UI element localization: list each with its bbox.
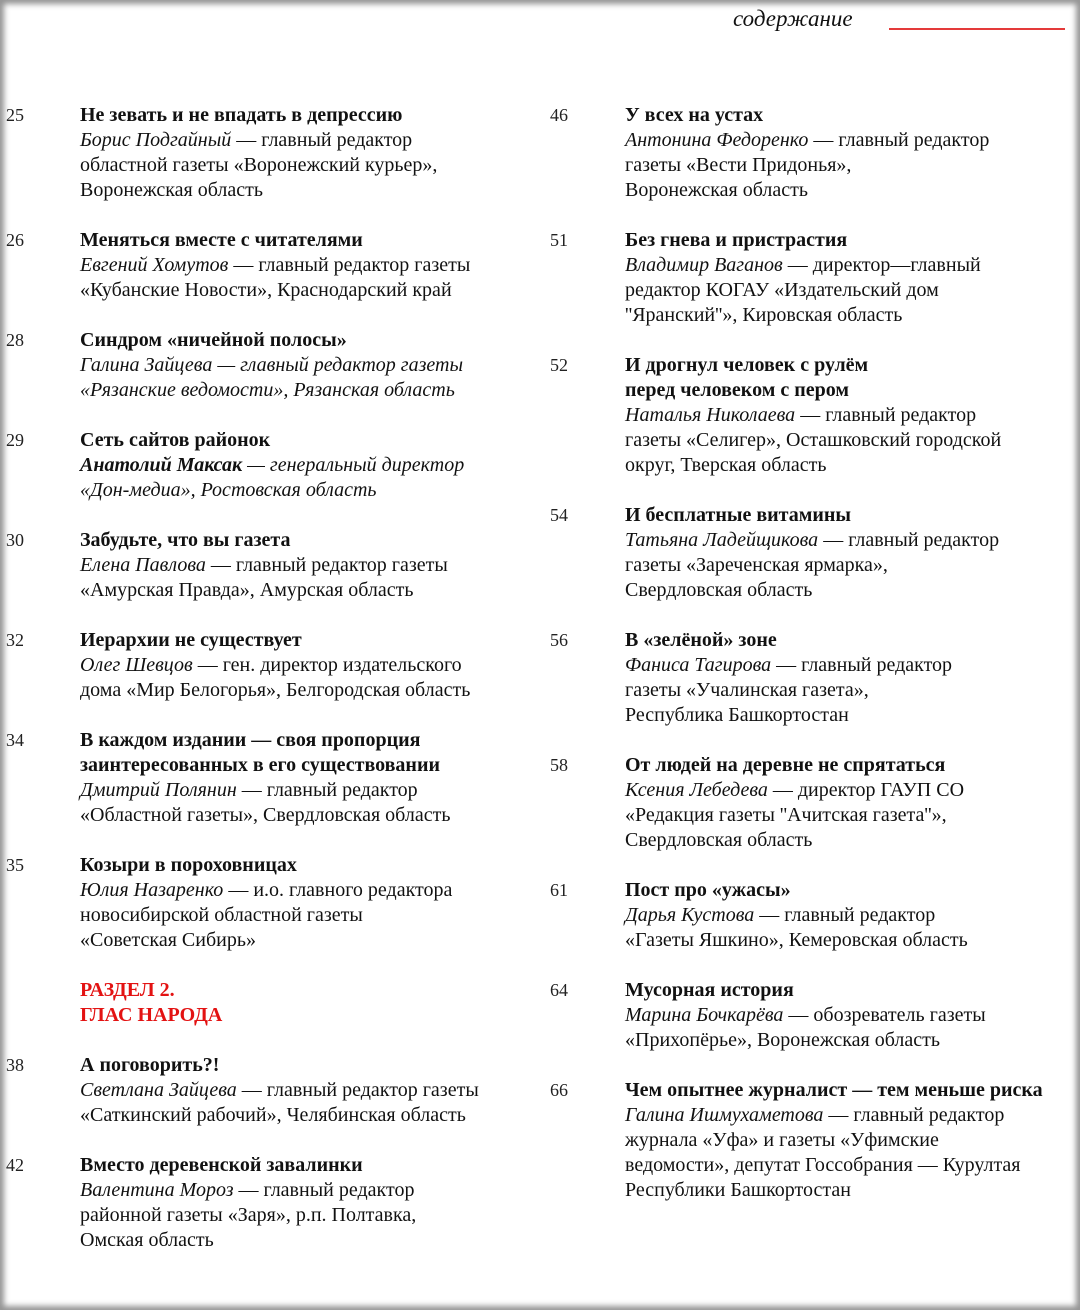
entry-title: заинтересованных в его существовании [80,754,440,776]
author-role: — обозреватель газеты [783,1004,986,1026]
author-name: Татьяна Ладейщикова [625,529,819,551]
page-number: 54 [550,505,568,525]
page-number: 35 [6,855,24,875]
author-line [625,778,964,803]
entry-title: Мусорная история [625,979,794,1001]
entry-description: «Советская Сибирь» [80,929,256,951]
page-number: 51 [550,230,568,250]
entry-description: ведомости», депутат Госсобрания — Курултая [625,1154,1021,1176]
author-role: — главный редактор [818,529,1000,551]
page-number: 58 [550,755,568,775]
page-number: 32 [6,630,24,650]
entry-title: Не зевать и не впадать в депрессию [80,104,403,126]
entry-title: Пост про «ужасы» [625,879,791,901]
page-number: 66 [550,1080,568,1100]
entry-title: В каждом издании — своя пропорция [80,729,421,751]
entry-body [625,353,1001,478]
entry-description: «Кубанские Новости», Краснодарский край [80,279,452,301]
author-line [625,1103,1043,1128]
entry-title: Козыри в пороховницах [80,854,297,876]
page-number: 29 [6,430,24,450]
page-number: 42 [6,1155,24,1175]
entry-description: газеты «Зареченская ярмарка», [625,554,888,576]
entry-description: газеты «Вести Придонья», [625,154,852,176]
author-role: — главный редактор [808,129,990,151]
entry-title: Чем опытнее журналист — тем меньше риска [625,1079,1043,1101]
author-line [80,253,470,278]
entry-description: Свердловская область [625,829,813,851]
entry-body [625,1078,1043,1203]
entry-body [80,1053,479,1128]
author-name: Марина Бочкарёва [625,1004,784,1026]
entry-description: «Рязанские ведомости», Рязанская область [80,379,455,401]
entry-description: областной газеты «Воронежский курьер», [80,154,438,176]
entry-description: «Амурская Правда», Амурская область [80,579,414,601]
entry-title: У всех на устах [625,104,764,126]
header-rule [889,28,1065,30]
entry-title: Вместо деревенской завалинки [80,1154,363,1176]
entry-description: Республики Башкортостан [625,1179,851,1201]
entry-body [625,503,999,603]
entry-title: Без гнева и пристрастия [625,229,848,251]
page-number: 56 [550,630,568,650]
page-number: 46 [550,105,568,125]
author-line [625,903,968,928]
entry-title: перед человеком с пером [625,379,849,401]
author-role: — главный редактор [823,1104,1005,1126]
entry-description: Воронежская область [80,179,264,201]
entry-body [625,978,986,1053]
page-number: 61 [550,880,568,900]
author-role: — директор ГАУП СО [767,779,965,801]
entry-title: И бесплатные витамины [625,504,852,526]
author-name: Олег Шевцов [80,654,193,676]
page-number: 30 [6,530,24,550]
entry-description: «Дон-медиа», Ростовская область [80,479,377,501]
author-line [80,878,452,903]
author-name: Дмитрий Полянин [80,779,237,801]
author-name: Юлия Назаренко [80,879,224,901]
entry-description: газеты «Учалинская газета», [625,679,869,701]
page-number: 52 [550,355,568,375]
entry-description: «Прихопёрье», Воронежская область [625,1029,940,1051]
entry-description: журнала «Уфа» и газеты «Уфимские [625,1129,939,1151]
entry-body [625,628,952,728]
entry-description: Свердловская область [625,579,813,601]
author-name: Анатолий Максак [80,454,243,476]
author-role: — генеральный директор [242,454,465,476]
page-number: 28 [6,330,24,350]
author-line [625,128,989,153]
page-number: 25 [6,105,24,125]
author-role: — главный редактор [231,129,413,151]
author-name: Ксения Лебедева [625,779,768,801]
author-role: — главный редактор [754,904,936,926]
author-role: — директор—главный [782,254,981,276]
author-name: Галина Ишмухаметова [625,1104,824,1126]
entry-description: «Газеты Яшкино», Кемеровская область [625,929,968,951]
author-name: Евгений Хомутов [80,254,229,276]
entry-body [625,103,989,203]
author-name: Наталья Николаева [625,404,796,426]
entry-body [625,878,968,953]
author-role: — главный редактор [795,404,977,426]
page-number: 34 [6,730,24,750]
author-line [625,403,1001,428]
section-title-line1: РАЗДЕЛ 2. [80,979,175,1001]
entry-description: «Областной газеты», Свердловская область [80,804,451,826]
author-role: — главный редактор газеты [236,1079,479,1101]
author-name: Антонина Федоренко [625,129,809,151]
page-number: 64 [550,980,568,1000]
section-title-line2: ГЛАС НАРОДА [80,1004,223,1026]
entry-description: ''Яранский''», Кировская область [625,304,903,326]
page-number: 38 [6,1055,24,1075]
author-name: Дарья Кустова [625,904,755,926]
entry-description: Республика Башкортостан [625,704,849,726]
author-line [625,653,952,678]
entry-title: Забудьте, что вы газета [80,529,291,551]
entry-description: новосибирской областной газеты [80,904,363,926]
author-role: — главный редактор [771,654,953,676]
entry-body [80,1153,416,1253]
page-number: 26 [6,230,24,250]
author-role: — главный редактор [236,779,418,801]
entry-title: От людей на деревне не спрятаться [625,754,946,776]
author-name: Фаниса Тагирова [625,654,772,676]
author-name: Борис Подгайный [80,129,232,151]
author-line [80,1078,479,1103]
entry-body [80,853,452,953]
author-line [80,553,448,578]
author-line [80,353,463,378]
entry-body [80,103,437,203]
entry-description: Воронежская область [625,179,809,201]
author-role: — главный редактор [233,1179,415,1201]
author-line [80,128,437,153]
author-line [625,1003,986,1028]
author-line [80,653,470,678]
entry-description: дома «Мир Белогорья», Белгородская область [80,679,471,701]
author-role: — и.о. главного редактора [223,879,453,901]
entry-body [80,328,463,403]
entry-title: Меняться вместе с читателями [80,229,363,251]
entry-title: И дрогнул человек с рулём [625,354,869,376]
entry-body [80,628,470,703]
author-name: Елена Павлова [80,554,206,576]
entry-description: Омская область [80,1229,214,1251]
author-name: Валентина Мороз [80,1179,234,1201]
entry-description: редактор КОГАУ «Издательский дом [625,279,939,301]
author-line [625,528,999,553]
entry-body [80,228,470,303]
entry-body [625,228,981,328]
author-line [80,453,464,478]
entry-title: Сеть сайтов районок [80,429,271,451]
author-name: Галина Зайцева [80,354,213,376]
entry-description: «Редакция газеты ''Ачитская газета''», [625,804,947,826]
entry-description: районной газеты «Заря», р.п. Полтавка, [80,1204,417,1226]
author-role: — главный редактор газеты [212,354,464,376]
entry-body [80,428,464,503]
author-line [80,778,450,803]
author-name: Владимир Ваганов [625,254,783,276]
author-role: — главный редактор газеты [228,254,471,276]
entry-title: В «зелёной» зоне [625,629,777,651]
author-role: — ген. директор издательского [192,654,462,676]
entry-title: Синдром «ничейной полосы» [80,329,347,351]
author-line [625,253,981,278]
entry-title: А поговорить?! [80,1054,220,1076]
author-role: — главный редактор газеты [205,554,448,576]
entry-description: округ, Тверская область [625,454,827,476]
entry-body [625,753,964,853]
entry-description: «Саткинский рабочий», Челябинская область [80,1104,466,1126]
entry-body [80,528,448,603]
author-name: Светлана Зайцева [80,1079,237,1101]
page-header-title: содержание [733,6,853,31]
entry-description: газеты «Селигер», Осташковский городской [625,429,1002,451]
entry-body [80,728,450,828]
author-line [80,1178,416,1203]
entry-title: Иерархии не существует [80,629,302,651]
